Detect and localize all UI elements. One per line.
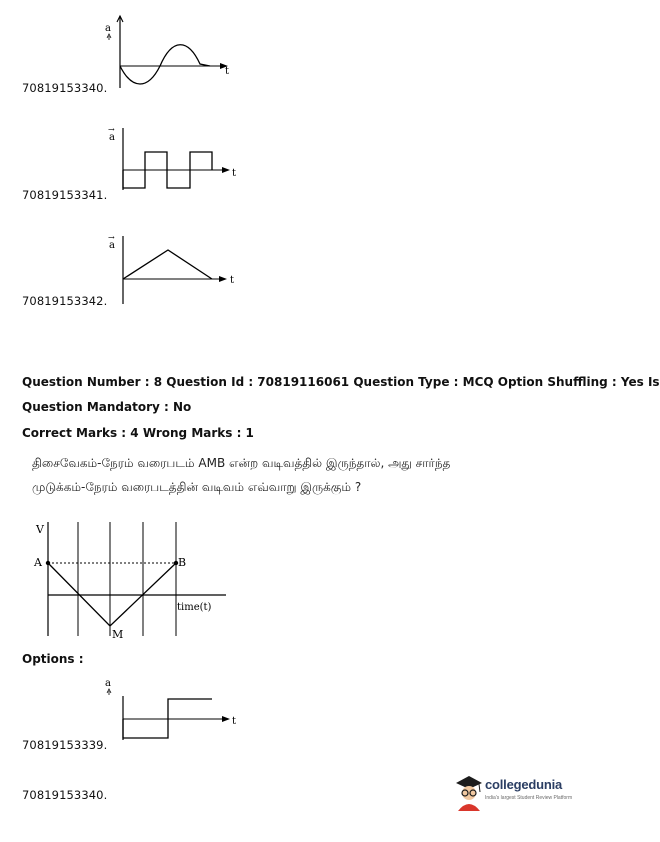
question-mandatory: Question Mandatory : No bbox=[22, 400, 192, 414]
point-label-b: B bbox=[178, 556, 187, 569]
question-text-line2: முடுக்கம்-நேரம் வரைபடத்தின் வடிவம் எவ்வாறு இருக்கும் ? bbox=[32, 480, 362, 494]
velocity-time-graph bbox=[30, 518, 230, 644]
axis-label-a: a bbox=[105, 23, 111, 34]
axis-label-a: a bbox=[105, 678, 111, 689]
point-label-a: A bbox=[34, 556, 42, 569]
axis-label-v: V bbox=[36, 523, 44, 536]
logo-name: collegedunia bbox=[485, 777, 563, 792]
axis-label-t: t bbox=[232, 716, 237, 727]
axis-label-t: t bbox=[232, 168, 237, 179]
question-text-line1: திசைவேகம்-நேரம் வரைபடம் AMB என்ற வடிவத்தில் இருந்தால், அது சார்ந்த bbox=[32, 456, 451, 470]
arrow-over-a: → bbox=[108, 125, 115, 134]
axis-label-t: t bbox=[230, 275, 235, 286]
option-id: 70819153340. bbox=[22, 81, 108, 95]
point-label-m: M bbox=[112, 628, 124, 641]
question-marks: Correct Marks : 4 Wrong Marks : 1 bbox=[22, 426, 254, 440]
axis-label-a: a bbox=[109, 132, 115, 143]
option-id: 70819153340. bbox=[22, 788, 108, 802]
option-graph-triangle bbox=[100, 232, 245, 306]
collegedunia-logo bbox=[452, 773, 592, 817]
axis-label-t: t bbox=[225, 66, 230, 77]
axis-label-time: time(t) bbox=[177, 602, 212, 613]
options-heading: Options : bbox=[22, 652, 84, 666]
option-graph-square bbox=[100, 124, 245, 196]
mascot-icon bbox=[452, 773, 486, 811]
axis-label-a: a bbox=[109, 240, 115, 251]
option-id: 70819153341. bbox=[22, 188, 108, 202]
option-id: 70819153339. bbox=[22, 738, 108, 752]
option-id: 70819153342. bbox=[22, 294, 108, 308]
arrow-over-a: → bbox=[108, 233, 115, 242]
option-graph-step bbox=[100, 674, 245, 746]
option-graph-sine bbox=[100, 14, 245, 94]
question-meta-line: Question Number : 8 Question Id : 70819116061 Question Type : MCQ Option Shuffling : Yes Is bbox=[22, 375, 660, 389]
logo-tagline: India's largest Student Review Platform bbox=[485, 795, 573, 801]
